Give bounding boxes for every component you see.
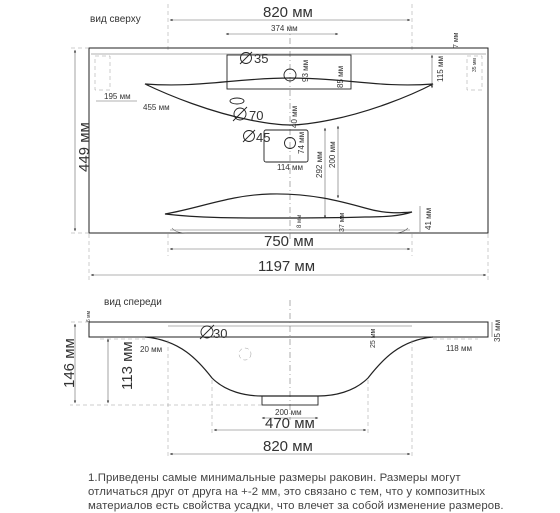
front-bottom-label: 470 мм <box>265 415 315 432</box>
top-width-label: 820 мм <box>263 4 313 21</box>
front-width-label: 820 мм <box>263 438 313 455</box>
footnote-line-2: отличаться друг от друга на +-2 мм, это связано с тем, что у композитных <box>88 486 486 498</box>
dim-20-label: 20 мм <box>140 345 163 354</box>
dim-41-label: 41 мм <box>424 207 433 230</box>
hole-45-label: 45 <box>256 130 271 145</box>
dim-74-label: 74 мм <box>297 131 306 154</box>
top-overall-label: 1197 мм <box>258 258 316 275</box>
countertop-outline <box>89 48 488 233</box>
front-view-label: вид спереди <box>104 297 162 308</box>
front-countertop <box>89 322 488 337</box>
front-drain-label: 200 мм <box>275 408 302 417</box>
dim-115-label: 115 мм <box>436 56 445 82</box>
front-overflow-hole <box>239 348 251 360</box>
hole-70-label: 70 <box>249 108 264 123</box>
dim-25-label: 25 мм <box>370 328 377 348</box>
top-bowl-label: 750 мм <box>264 233 314 250</box>
bowl-back-edge <box>145 78 433 125</box>
faucet-block <box>227 55 351 89</box>
top-depth-label: 449 мм <box>76 122 93 172</box>
dim-118-label: 118 мм <box>446 344 472 353</box>
overflow-slot <box>230 98 244 104</box>
footnote-line-3: материалов есть свойства усадки, что влечет за собой изменение размеров. <box>88 500 504 512</box>
dim-35-label: 35 мм <box>493 319 502 342</box>
front-height-label: 146 мм <box>61 338 78 388</box>
dim-6-label: 6 мм <box>86 310 92 322</box>
dim-85-label: 85 мм <box>336 65 345 88</box>
footnote <box>88 471 558 513</box>
bowl-front-edge <box>165 194 412 218</box>
dim-37-label: 37 мм <box>339 212 346 232</box>
dim-114-label: 114 мм <box>277 163 303 172</box>
dim-7-label: 7 мм <box>453 32 460 48</box>
front-bowl-height-label: 113 мм <box>119 341 136 390</box>
top-view <box>70 4 488 280</box>
dim-200-label: 200 мм <box>328 141 337 168</box>
dim-455-label: 455 мм <box>143 103 170 112</box>
overflow-30-label: 30 <box>213 326 228 341</box>
dim-374-label: 374 мм <box>271 24 298 33</box>
footnote-line-1: 1.Приведены самые минимальные размеры раковин. Размеры могут <box>88 472 461 484</box>
hole-35-label: 35 <box>254 51 269 66</box>
front-view <box>61 297 502 458</box>
dim-93-label: 93 мм <box>301 59 310 82</box>
dim-195-label: 195 мм <box>104 92 131 101</box>
front-bowl-profile <box>145 337 433 396</box>
dim-35-small-label: 35 мм <box>472 58 478 72</box>
diameter-45-icon <box>243 130 255 142</box>
top-view-label: вид сверху <box>90 14 141 25</box>
dim-8-label: 8 мм <box>297 214 303 228</box>
dim-292-label: 292 мм <box>315 151 324 178</box>
dim-40-label: 40 мм <box>290 105 299 128</box>
